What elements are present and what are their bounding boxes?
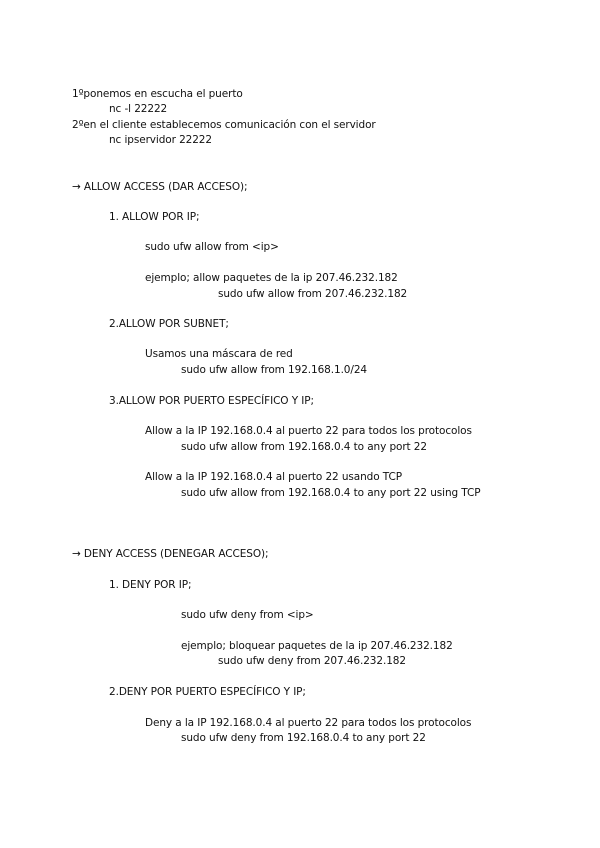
allow-by-ip-title: 1. ALLOW POR IP; [109,211,200,223]
allow-by-subnet-command: sudo ufw allow from 192.168.1.0/24 [181,364,367,376]
allow-by-ip-example-command: sudo ufw allow from 207.46.232.182 [218,288,408,300]
allow-by-port-command-1: sudo ufw allow from 192.168.0.4 to any port 22 [181,441,427,453]
intro-step1: 1ºponemos en escucha el puerto [72,88,243,100]
deny-by-ip-title: 1. DENY POR IP; [109,579,192,591]
allow-by-port-description-2: Allow a la IP 192.168.0.4 al puerto 22 usando TCP [145,471,402,483]
allow-by-port-description-1: Allow a la IP 192.168.0.4 al puerto 22 para todos los protocolos [145,425,472,437]
deny-by-port-title: 2.DENY POR PUERTO ESPECÍFICO Y IP; [109,686,306,698]
allow-by-subnet-description: Usamos una máscara de red [145,348,293,360]
allow-by-port-title: 3.ALLOW POR PUERTO ESPECÍFICO Y IP; [109,395,314,407]
allow-by-ip-command: sudo ufw allow from <ip> [145,241,279,253]
deny-by-ip-command: sudo ufw deny from <ip> [181,609,314,621]
allow-by-ip-example: ejemplo; allow paquetes de la ip 207.46.232.182 [145,272,398,284]
deny-heading: → DENY ACCESS (DENEGAR ACCESO); [72,548,269,560]
allow-by-port-command-2: sudo ufw allow from 192.168.0.4 to any port 22 using TCP [181,487,481,499]
deny-by-port-description: Deny a la IP 192.168.0.4 al puerto 22 para todos los protocolos [145,717,472,729]
deny-by-ip-example: ejemplo; bloquear paquetes de la ip 207.46.232.182 [181,640,453,652]
allow-heading: → ALLOW ACCESS (DAR ACCESO); [72,181,248,193]
allow-by-subnet-title: 2.ALLOW POR SUBNET; [109,318,229,330]
intro-step2-command: nc ipservidor 22222 [109,134,212,146]
deny-by-ip-example-command: sudo ufw deny from 207.46.232.182 [218,655,406,667]
deny-by-port-command: sudo ufw deny from 192.168.0.4 to any port 22 [181,732,426,744]
intro-step2: 2ºen el cliente establecemos comunicación con el servidor [72,119,376,131]
intro-step1-command: nc -l 22222 [109,103,168,115]
